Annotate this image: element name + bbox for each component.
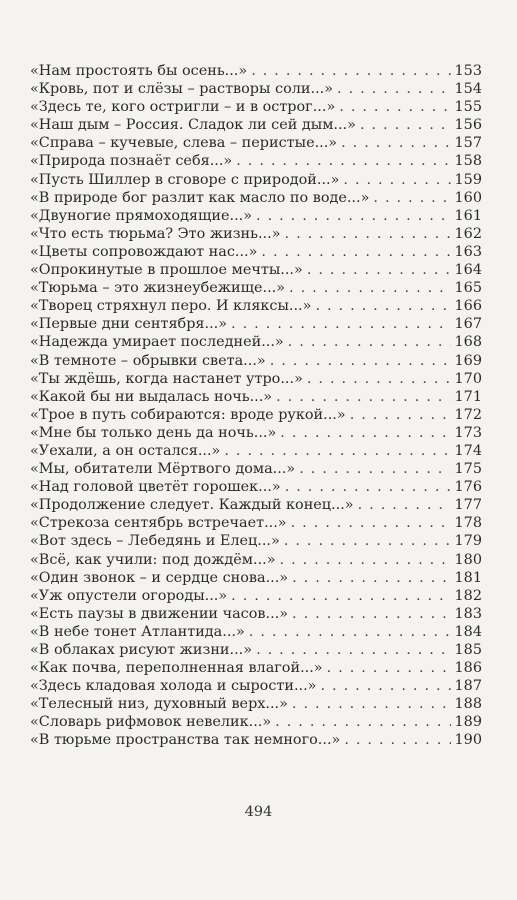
toc-entry: [30, 261, 482, 279]
toc-entry-title: «В облаках рисуют жизни...»: [30, 642, 253, 658]
toc-entry-title: «Трое в путь собираются: вроде рукой...»: [30, 406, 346, 423]
toc-entry: [30, 62, 482, 80]
toc-dot-leader: [280, 551, 451, 569]
toc-entry-title: «Вот здесь – Лебедянь и Елец...»: [30, 533, 280, 550]
toc-dot-leader: [280, 424, 451, 442]
toc-dot-leader: [307, 261, 451, 279]
toc-entry-page: 171: [454, 388, 482, 405]
table-of-contents: [30, 62, 482, 750]
toc-entry-page: 185: [454, 642, 482, 658]
toc-entry-title: «Уж опустели огороды...»: [30, 587, 228, 604]
toc-entry-title: «Природа познаёт себя...»: [30, 153, 233, 170]
toc-dot-leader: [288, 333, 451, 351]
toc-entry-title: «Надежда умирает последней...»: [30, 334, 284, 351]
toc-entry-page: 170: [454, 370, 482, 387]
toc-entry-title: «В небе тонет Атлантида...»: [30, 623, 245, 640]
toc-entry-page: 161: [454, 207, 482, 224]
toc-dot-leader: [284, 532, 451, 550]
toc-dot-leader: [327, 659, 451, 677]
toc-entry: [30, 677, 482, 695]
toc-entry-page: 166: [454, 298, 482, 315]
toc-entry-page: 158: [454, 153, 482, 170]
toc-entry-page: 160: [454, 189, 482, 206]
toc-entry: [30, 116, 482, 134]
toc-dot-leader: [350, 406, 451, 424]
toc-entry-title: «Телесный низ, духовный верх...»: [30, 696, 288, 713]
toc-entry-title: «Двуногие прямоходящие...»: [30, 207, 253, 224]
toc-entry: [30, 587, 482, 605]
toc-dot-leader: [249, 623, 451, 641]
toc-entry: [30, 460, 482, 478]
toc-entry: [30, 134, 482, 152]
toc-entry-title: «Над головой цветёт горошек...»: [30, 479, 281, 496]
toc-entry-page: 187: [454, 678, 482, 695]
toc-entry-title: «Наш дым – Россия. Сладок ли сей дым...»: [30, 117, 356, 134]
toc-entry: [30, 496, 482, 514]
toc-entry-title: «В тюрьме пространства так немного...»: [30, 732, 341, 749]
toc-entry: [30, 370, 482, 388]
toc-dot-leader: [285, 478, 451, 496]
toc-entry: [30, 98, 482, 116]
toc-entry-title: «В природе бог разлит как масло по воде...»: [30, 189, 370, 206]
toc-entry: [30, 315, 482, 333]
toc-entry: [30, 388, 482, 406]
toc-entry-title: «Один звонок – и сердце снова...»: [30, 569, 289, 586]
toc-entry: [30, 424, 482, 442]
toc-entry: [30, 641, 482, 659]
toc-dot-leader: [321, 677, 452, 695]
toc-entry-page: 164: [454, 262, 482, 279]
toc-entry-page: 169: [454, 352, 482, 369]
toc-entry: [30, 189, 482, 207]
toc-entry-title: «Опрокинутые в прошлое мечты...»: [30, 262, 303, 279]
toc-entry: [30, 713, 482, 731]
toc-dot-leader: [373, 189, 451, 207]
toc-entry: [30, 80, 482, 98]
toc-entry-title: «Тюрьма – это жизнеубежище...»: [30, 280, 286, 297]
toc-dot-leader: [307, 370, 451, 388]
toc-entry: [30, 623, 482, 641]
toc-entry-page: 153: [454, 63, 482, 79]
toc-entry-title: «Кровь, пот и слёзы – растворы соли...»: [30, 81, 334, 98]
toc-dot-leader: [256, 207, 451, 225]
toc-dot-leader: [276, 388, 451, 406]
toc-entry: [30, 152, 482, 170]
toc-entry-title: «Первые дни сентября...»: [30, 316, 228, 333]
toc-entry: [30, 406, 482, 424]
toc-entry-page: 173: [454, 424, 482, 441]
toc-entry-title: «Продолжение следует. Каждый конец...»: [30, 497, 354, 514]
toc-entry-title: «Мы, обитатели Мёртвого дома...»: [30, 461, 296, 478]
toc-entry-page: 156: [454, 117, 482, 134]
toc-entry-page: 162: [454, 225, 482, 242]
toc-entry-title: «Как почва, переполненная влагой...»: [30, 660, 323, 677]
toc-dot-leader: [231, 315, 451, 333]
toc-entry-title: «Творец стряхнул перо. И кляксы...»: [30, 298, 312, 315]
toc-entry: [30, 569, 482, 587]
toc-dot-leader: [231, 587, 451, 605]
toc-entry-page: 154: [454, 81, 482, 98]
toc-entry: [30, 171, 482, 189]
toc-dot-leader: [236, 152, 451, 170]
toc-entry-title: «В темноте – обрывки света...»: [30, 352, 266, 369]
toc-dot-leader: [275, 713, 451, 731]
toc-entry-title: «Ты ждёшь, когда настанет утро...»: [30, 370, 303, 387]
toc-entry-page: 168: [454, 334, 482, 351]
toc-entry: [30, 243, 482, 261]
toc-entry-title: «Мне бы только день да ночь...»: [30, 424, 277, 441]
toc-dot-leader: [251, 62, 451, 80]
toc-entry: [30, 551, 482, 569]
toc-entry: [30, 279, 482, 297]
toc-dot-leader: [343, 171, 451, 189]
toc-entry-page: 155: [454, 99, 482, 116]
toc-entry-page: 183: [454, 605, 482, 622]
toc-entry-page: 159: [454, 171, 482, 188]
toc-entry: [30, 225, 482, 243]
toc-dot-leader: [291, 514, 451, 532]
toc-dot-leader: [292, 605, 451, 623]
toc-entry: [30, 297, 482, 315]
toc-dot-leader: [292, 569, 451, 587]
toc-entry: [30, 605, 482, 623]
toc-entry-title: «Нам простоять бы осень...»: [30, 63, 248, 79]
toc-dot-leader: [315, 297, 451, 315]
page-number: 494: [244, 804, 273, 820]
toc-entry-page: 181: [454, 569, 482, 586]
toc-entry-title: «Что есть тюрьма? Это жизнь...»: [30, 225, 281, 242]
toc-dot-leader: [261, 243, 451, 261]
toc-entry-title: «Всё, как учили: под дождём...»: [30, 551, 276, 568]
toc-entry-page: 180: [454, 551, 482, 568]
toc-dot-leader: [358, 496, 451, 514]
toc-entry-title: «Здесь кладовая холода и сырости...»: [30, 678, 317, 695]
toc-entry-title: «Справа – кучевые, слева – перистые...»: [30, 135, 338, 152]
toc-dot-leader: [299, 460, 451, 478]
toc-entry: [30, 695, 482, 713]
toc-entry-page: 184: [454, 623, 482, 640]
toc-entry-page: 189: [454, 714, 482, 731]
toc-entry-page: 175: [454, 461, 482, 478]
toc-entry-page: 157: [454, 135, 482, 152]
toc-entry-page: 179: [454, 533, 482, 550]
toc-entry-title: «Цветы сопровождают нас...»: [30, 243, 258, 260]
toc-entry-title: «Словарь рифмовок невелик...»: [30, 714, 272, 731]
toc-entry-title: «Какой бы ни выдалась ночь...»: [30, 388, 273, 405]
toc-dot-leader: [360, 116, 451, 134]
toc-entry: [30, 352, 482, 370]
toc-entry: [30, 532, 482, 550]
toc-entry: [30, 442, 482, 460]
toc-entry-page: 182: [454, 587, 482, 604]
toc-entry: [30, 731, 482, 749]
toc-entry-title: «Есть паузы в движении часов...»: [30, 605, 289, 622]
toc-entry-page: 177: [454, 497, 482, 514]
toc-entry: [30, 333, 482, 351]
toc-dot-leader: [344, 731, 451, 749]
toc-entry-page: 188: [454, 696, 482, 713]
toc-dot-leader: [270, 352, 451, 370]
toc-entry-title: «Здесь те, кого остригли – и в острог...»: [30, 99, 336, 116]
toc-dot-leader: [341, 134, 451, 152]
toc-dot-leader: [256, 641, 451, 659]
toc-entry-title: «Стрекоза сентябрь встречает...»: [30, 515, 287, 532]
toc-entry-page: 172: [454, 406, 482, 423]
toc-dot-leader: [339, 98, 451, 116]
toc-entry-page: 190: [454, 732, 482, 749]
toc-entry: [30, 478, 482, 496]
toc-entry-page: 174: [454, 442, 482, 459]
toc-dot-leader: [285, 225, 451, 243]
toc-entry: [30, 207, 482, 225]
toc-dot-leader: [292, 695, 451, 713]
toc-entry-title: «Уехали, а он остался...»: [30, 442, 221, 459]
toc-entry: [30, 514, 482, 532]
toc-entry-page: 167: [454, 316, 482, 333]
toc-entry-page: 163: [454, 243, 482, 260]
toc-entry-page: 178: [454, 515, 482, 532]
toc-entry-page: 176: [454, 479, 482, 496]
toc-entry-page: 165: [454, 280, 482, 297]
toc-entry-title: «Пусть Шиллер в сговоре с природой...»: [30, 171, 340, 188]
toc-entry-page: 186: [454, 660, 482, 677]
toc-entry: [30, 659, 482, 677]
toc-dot-leader: [224, 442, 451, 460]
toc-dot-leader: [289, 279, 451, 297]
toc-dot-leader: [337, 80, 451, 98]
